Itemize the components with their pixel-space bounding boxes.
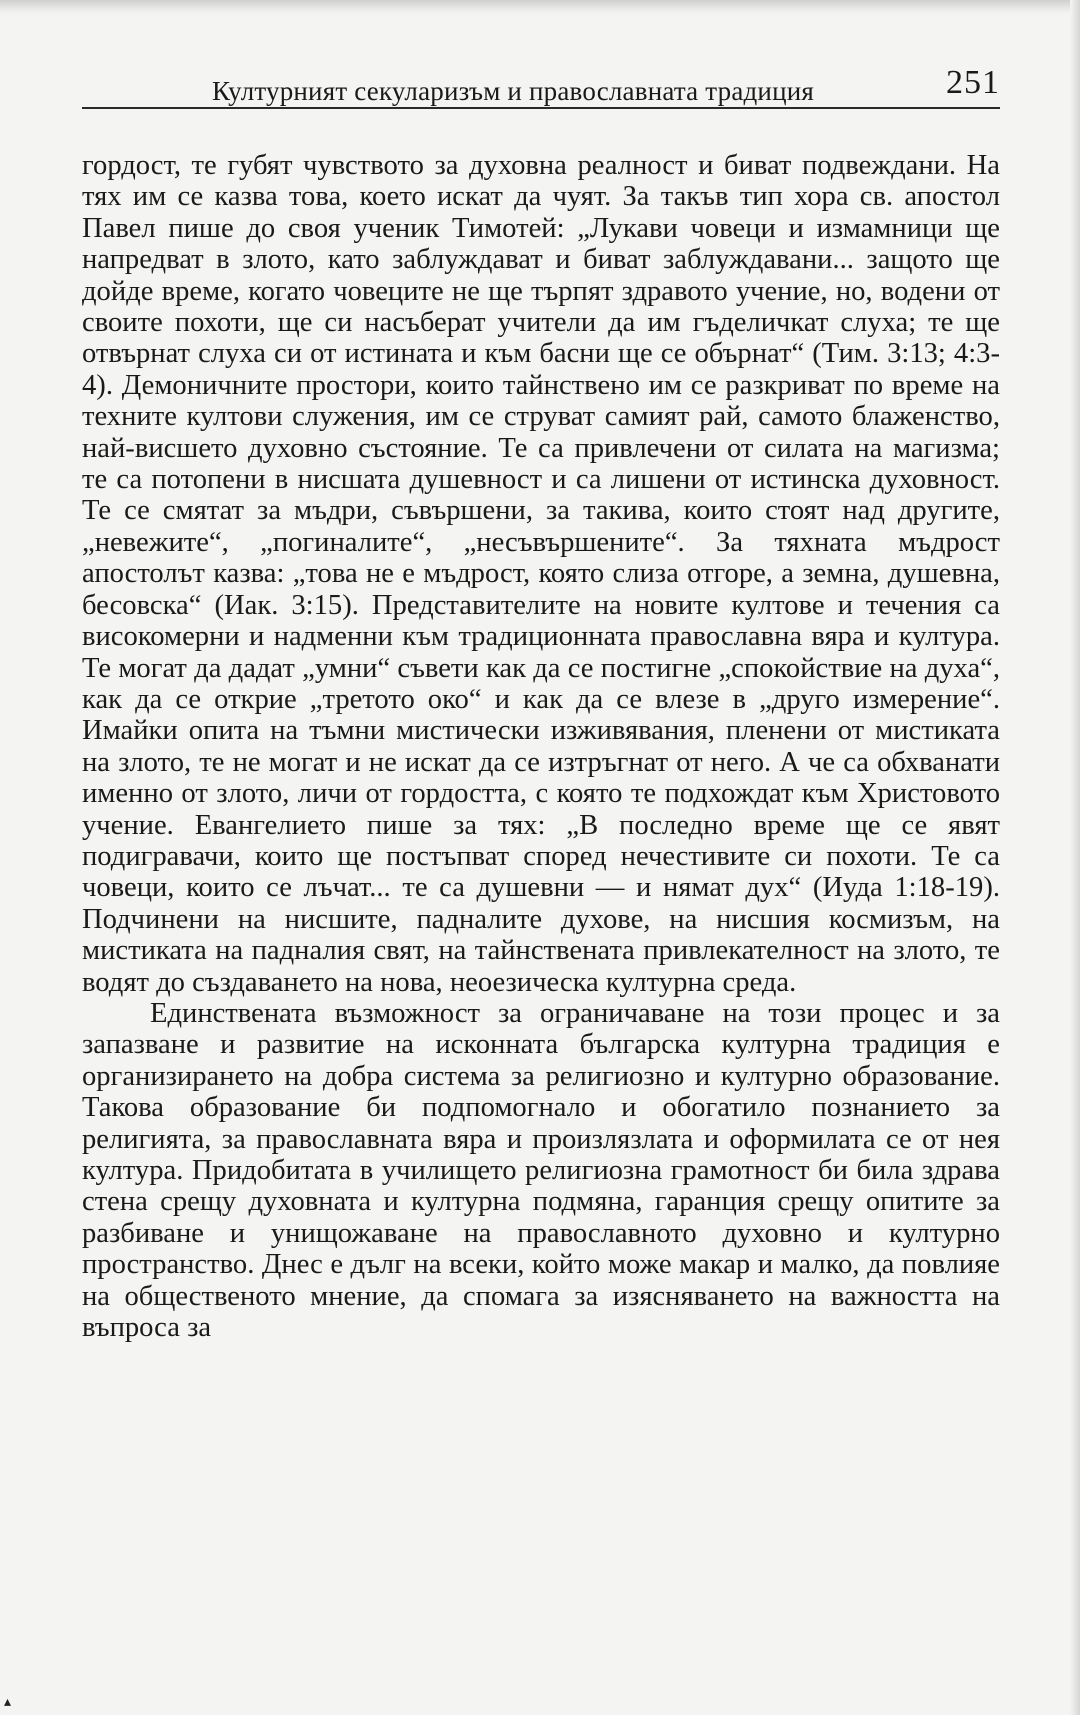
page-number: 251 <box>946 64 1000 101</box>
scan-top-edge <box>0 0 1080 14</box>
scan-right-edge <box>1070 0 1080 1715</box>
body-text <box>82 150 1000 1343</box>
running-head: Културният секуларизъм и православната традиция <box>212 76 815 106</box>
header-rule <box>82 107 1000 109</box>
paragraph-continued: гордост, те губят чувството за духовна реалност и биват подвеждани. На тях им се казва това, което искат да чуят. За такъв тип хора св. апостол Павел пише до своя ученик Тимотей: „Лукави човеци и измамници ще напредват в злото, като заблуждават и биват заблуждавани... защото ще дойде време, когато човеците не ще търпят здравото учение, но, водени от своите похоти, ще си насъберат учители да им гъделичкат слуха; те ще отвърнат слуха си от истината и към басни ще се обърнат“ (Тим. 3:13; 4:3-4). Демоничните простори, които тайнствено им се разкриват по време на техните култови служения, им се струват самият рай, самото блаженство, най-висшето духовно състояние. Те са привлечени от силата на магизма; те са потопени в нисшата душевност и са лишени от истинска духовност. Те се смятат за мъдри, съвършени, за такива, които стоят над другите, „невежите“, „погиналите“, „несъвършените“. За тяхната мъдрост апостолът казва: „това не е мъдрост, която слиза отгоре, а земна, душевна, бесовска“ (Иак. 3:15). Представителите на новите култове и течения са високомерни и надменни към традиционната православна вяра и култура. Те могат да дадат „умни“ съвети как да се постигне „спокойствие на духа“, как да се открие „третото око“ и как да се влезе в „друго измерение“. Имайки опита на тъмни мистически изживявания, пленени от мистиката на злото, те не могат и не искат да се изтръгнат от него. А че са обхванати именно от злото, личи от гордостта, с която те подхождат към Христовото учение. Евангелието пише за тях: „В последно време ще се явят подигравачи, които ще постъпват според нечестивите си похоти. Те са човеци, които се лъчат... те са душевни — и нямат дух“ (Иуда 1:18-19). Подчинени на нисшите, падналите духове, на нисшия космизъм, на мистиката на падналия свят, на тайнствената привлекателност на злото, те водят до създаването на нова, неоезическа културна среда. <box>82 150 1000 998</box>
page-header <box>82 58 1000 108</box>
scan-mark: ▴ <box>4 1695 12 1710</box>
paragraph-education: Единствената възможност за ограничаване на този процес и за запазване и развитие на исконната българска културна традиция е организирането на добра система за религиозно и културно образование. Такова образование би подпомогнало и обогатило познанието за религията, за православната вяра и произлязлата и оформилата се от нея култура. Придобитата в училището религиозна грамотност би била здрава стена срещу духовната и културна подмяна, гаранция срещу опитите за разбиване и унищожаване на православното духовно и културно пространство. Днес е дълг на всеки, който може макар и малко, да повлияе на общественото мнение, да спомага за изясняването на важността на въпроса за <box>82 997 1000 1344</box>
